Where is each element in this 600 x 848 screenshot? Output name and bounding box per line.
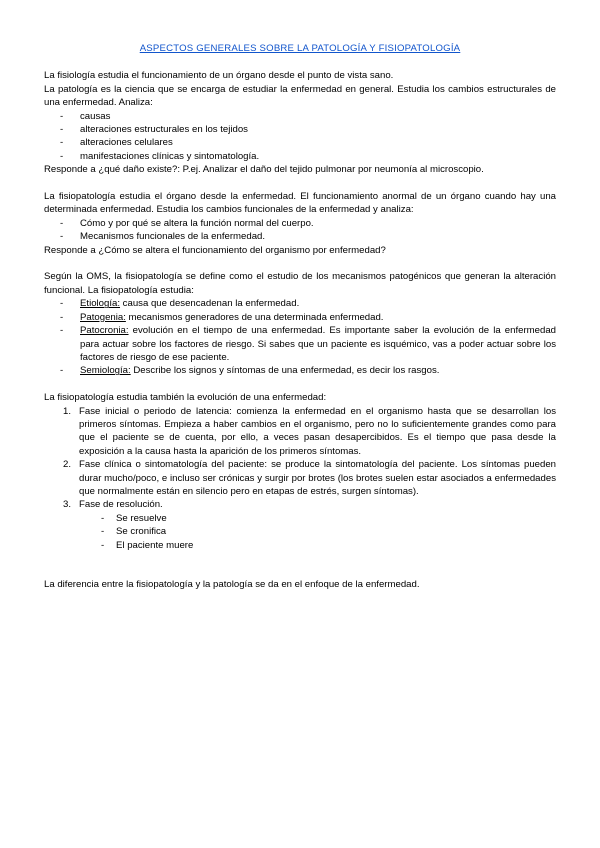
term: Etiología: (80, 298, 121, 310)
document-title: ASPECTOS GENERALES SOBRE LA PATOLOGÍA Y FISIOPATOLOGÍA (139, 43, 461, 54)
numbered-list (44, 405, 556, 552)
term: Patogenia: (80, 311, 126, 323)
term: Patocronia: (80, 325, 129, 337)
definition: evolución en el tiempo de una enfermedad. Es importante saber la evolución de la enfermedad para actuar sobre los factores de riesgo. Si sabes que un paciente es isquémico, vas a poder actuar sobre los factores de riesgo de ese paciente. (80, 325, 556, 363)
section-oms (44, 270, 556, 377)
bullet-list (44, 217, 556, 244)
list-text: Fase inicial o periodo de latencia: comienza la enfermedad en el organismo hasta que se desarrollan los primeros síntomas. Empieza a haber cambios en el organismo, pero no lo suficientemente grandes como para que el paciente se de cuenta, por ello, a veces pasan desapercibidos. Es el tiempo que pasa desde la exposición a la causa hasta la aparición de los primeros síntomas. (79, 405, 556, 457)
definition: Describe los signos y síntomas de una enfermedad, es decir los rasgos. (130, 365, 440, 377)
paragraph: Responde a ¿Cómo se altera el funcionamiento del organismo por enfermedad? (44, 244, 386, 256)
term: Semiología: (80, 365, 131, 377)
list-item (60, 311, 556, 324)
sub-list-item: - Se resuelve (101, 512, 556, 525)
list-item: - manifestaciones clínicas y sintomatología. (60, 150, 556, 163)
list-number: 1. (63, 405, 72, 417)
list-item: - Cómo y por qué se altera la función normal del cuerpo. (60, 217, 556, 230)
list-item: - causas (60, 110, 556, 123)
section-conclusion (44, 578, 556, 591)
section-patologia (44, 69, 556, 176)
bullet-list (44, 110, 556, 164)
list-number: 2. (63, 459, 72, 471)
paragraph: Según la OMS, la fisiopatología se define como el estudio de los mecanismos patogénicos que generan la alteración funcional. La fisiopatología estudia: (44, 271, 556, 296)
sub-list-item: - El paciente muere (101, 539, 556, 552)
paragraph: Responde a ¿qué daño existe?: P.ej. Analizar el daño del tejido pulmonar por neumonía al microscopio. (44, 164, 484, 176)
list-item (63, 458, 556, 498)
paragraph: La patología es la ciencia que se encarga de estudiar la enfermedad en general. Estudia los cambios estructurales de una enfermedad. Analiza: (44, 83, 556, 109)
section-fisiopatologia (44, 190, 556, 257)
list-item (60, 297, 556, 310)
list-item: - alteraciones celulares (60, 136, 556, 149)
list-item (63, 405, 556, 459)
definition: causa que desencadenan la enfermedad. (120, 298, 300, 310)
list-number: 3. (63, 499, 72, 511)
list-item (60, 324, 556, 364)
section-evolucion (44, 391, 556, 552)
list-item: - alteraciones estructurales en los tejidos (60, 123, 556, 136)
paragraph: La diferencia entre la fisiopatología y la patología se da en el enfoque de la enfermedad. (44, 578, 420, 590)
paragraph: La fisiopatología estudia también la evolución de una enfermedad: (44, 392, 327, 404)
paragraph: La fisiopatología estudia el órgano desde la enfermedad. El funcionamiento anormal de un órgano cuando hay una determinada enfermedad. Estudia los cambios funcionales de la enfermedad y analiza: (44, 191, 556, 216)
paragraph: La fisiología estudia el funcionamiento de un órgano desde el punto de vista sano. (44, 70, 394, 82)
bullet-list (44, 297, 556, 377)
definition: mecanismos generadores de una determinada enfermedad. (125, 311, 384, 323)
list-text: Fase de resolución. (79, 499, 163, 511)
sub-list-item: - Se cronifica (101, 525, 556, 538)
list-text: Fase clínica o sintomatología del paciente: se produce la sintomatología del paciente. Los síntomas pueden durar mucho/poco, e incluso ser crónicas y surgir por brotes (los brotes suelen estar asociados a enfermedades que normalmente están en silencio pero en etapas de estrés, surgen síntomas). (79, 459, 556, 497)
sub-list (79, 512, 556, 552)
list-item: - Mecanismos funcionales de la enfermedad. (60, 230, 556, 243)
list-item (60, 364, 556, 377)
list-item (63, 498, 556, 552)
